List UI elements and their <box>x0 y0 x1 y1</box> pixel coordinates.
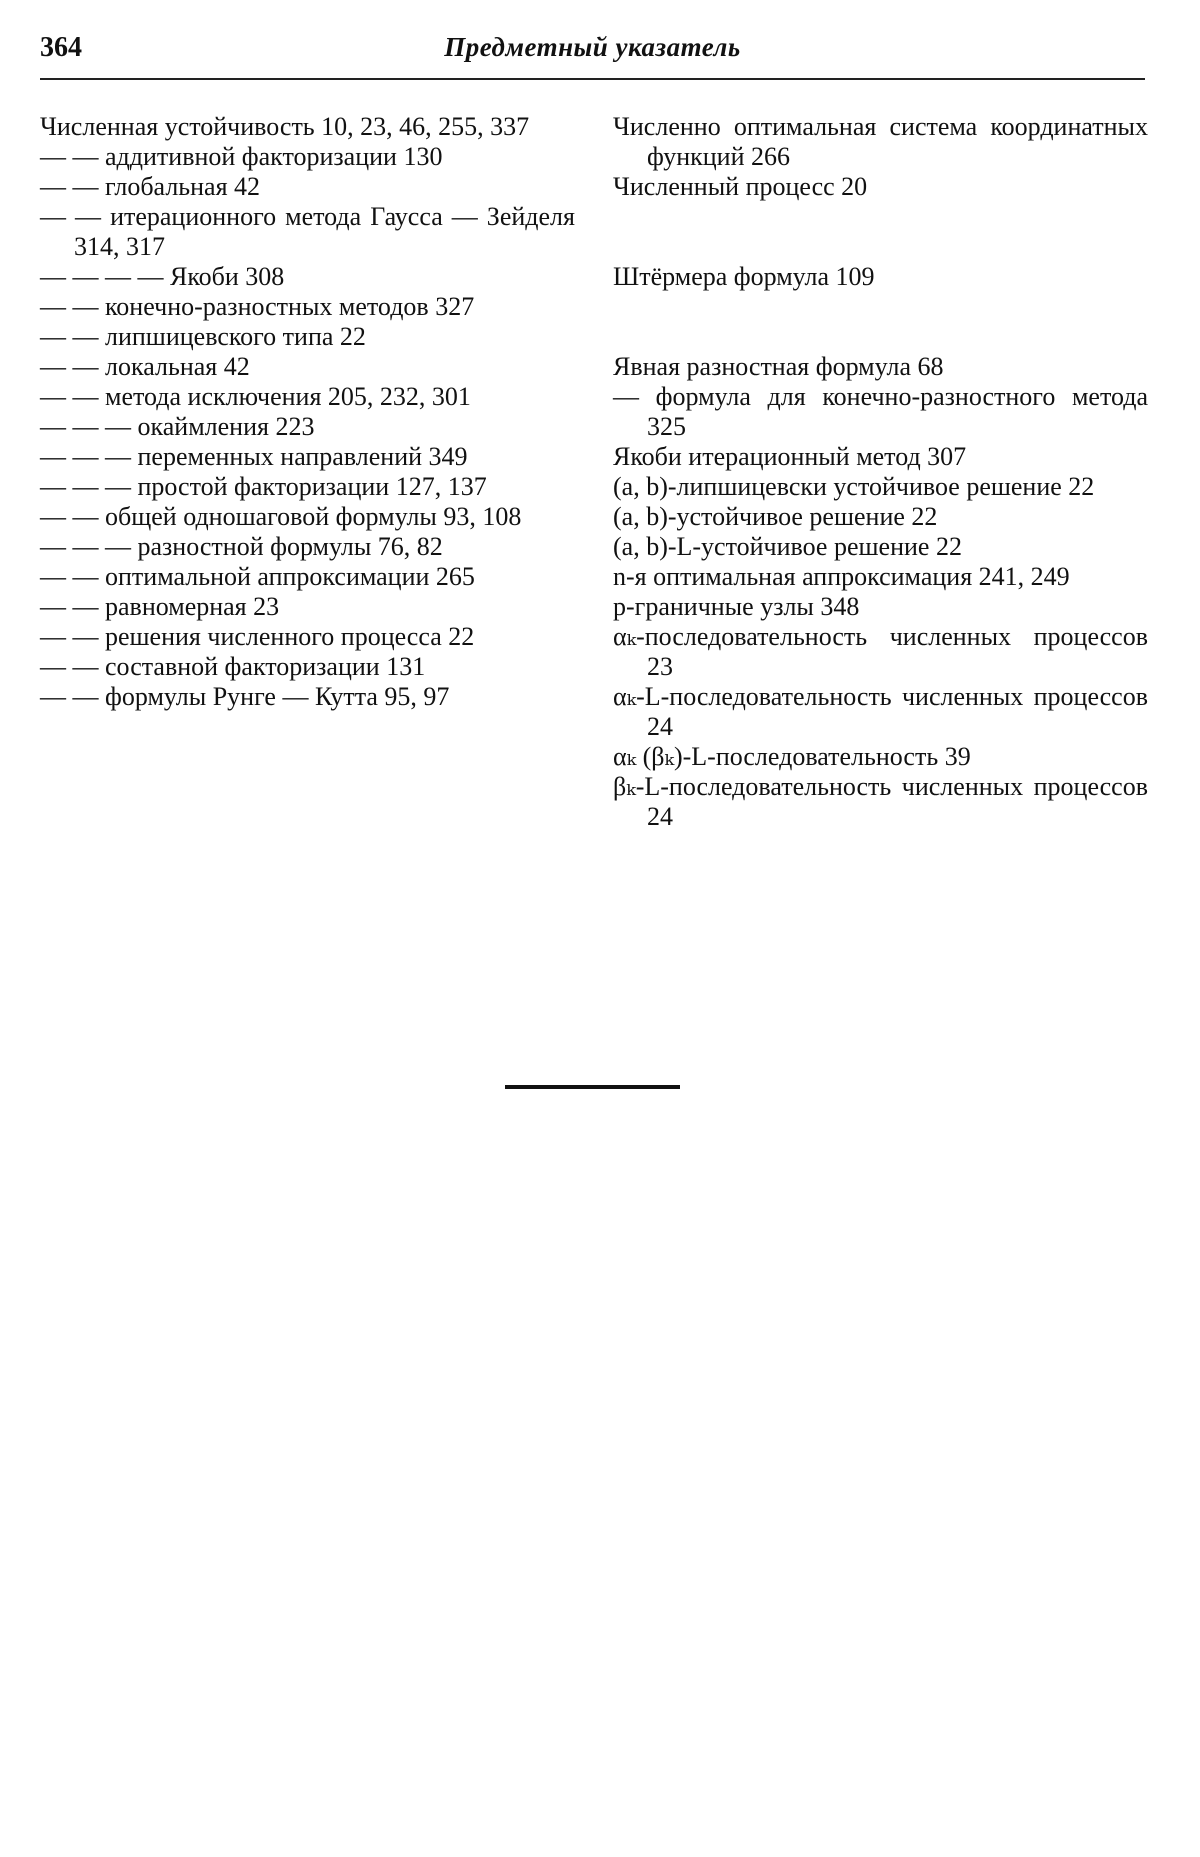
index-entry: — — — — Якоби 308 <box>40 262 285 291</box>
index-entry: Численная устойчивость 10, 23, 46, 255, 337 <box>40 112 530 141</box>
index-entry: Якоби итерационный метод 307 <box>613 442 967 471</box>
index-entry: (a, b)-L-устойчивое решение 22 <box>613 532 962 561</box>
running-title: Предметный указатель <box>444 32 741 62</box>
index-entry: Явная разностная формула 68 <box>613 352 944 381</box>
index-entry: αₖ-последовательность численных процессов 23 <box>613 622 1148 681</box>
index-entry: αₖ-L-последовательность численных процессов 24 <box>613 682 1148 741</box>
index-entry: Численно оптимальная система координатных функций 266 <box>613 112 1148 171</box>
index-entry: — — конечно-разностных методов 327 <box>40 292 475 321</box>
index-column-right <box>613 112 1148 832</box>
index-entry: — — решения численного процесса 22 <box>40 622 475 651</box>
index-entry: (a, b)-устойчивое решение 22 <box>613 502 938 531</box>
index-entry: — — — переменных направлений 349 <box>40 442 468 471</box>
index-entry: n-я оптимальная аппроксимация 241, 249 <box>613 562 1070 591</box>
index-entry: — — — разностной формулы 76, 82 <box>40 532 443 561</box>
page-number: 364 <box>40 32 82 63</box>
index-column-left <box>40 112 575 712</box>
index-entry: — — итерационного метода Гаусса — Зейделя 314, 317 <box>40 202 575 261</box>
end-rule <box>505 1085 680 1089</box>
index-entry: — — составной факторизации 131 <box>40 652 426 681</box>
index-entry: — — липшицевского типа 22 <box>40 322 366 351</box>
index-entry: — — общей одношаговой формулы 93, 108 <box>40 502 522 531</box>
index-entry: — — формулы Рунге — Кутта 95, 97 <box>40 682 450 711</box>
index-entry: p-граничные узлы 348 <box>613 592 860 621</box>
index-entry: — — равномерная 23 <box>40 592 280 621</box>
index-entry: Численный процесс 20 <box>613 172 868 201</box>
section-gap <box>613 292 1148 352</box>
index-entry: Штёрмера формула 109 <box>613 262 875 291</box>
index-entry: — — аддитивной факторизации 130 <box>40 142 443 171</box>
index-entry: — — локальная 42 <box>40 352 250 381</box>
section-gap <box>613 202 1148 262</box>
index-entry: — формула для конечно-разностного метода 325 <box>613 382 1148 441</box>
index-entry: αₖ (βₖ)-L-последовательность 39 <box>613 742 971 771</box>
index-entry: — — оптимальной аппроксимации 265 <box>40 562 475 591</box>
index-entry: — — — простой факторизации 127, 137 <box>40 472 487 501</box>
index-entry: βₖ-L-последовательность численных процессов 24 <box>613 772 1148 831</box>
index-entry: — — метода исключения 205, 232, 301 <box>40 382 471 411</box>
index-entry: (a, b)-липшицевски устойчивое решение 22 <box>613 472 1095 501</box>
page-header <box>40 30 1145 80</box>
index-entry: — — глобальная 42 <box>40 172 261 201</box>
index-entry: — — — окаймления 223 <box>40 412 315 441</box>
